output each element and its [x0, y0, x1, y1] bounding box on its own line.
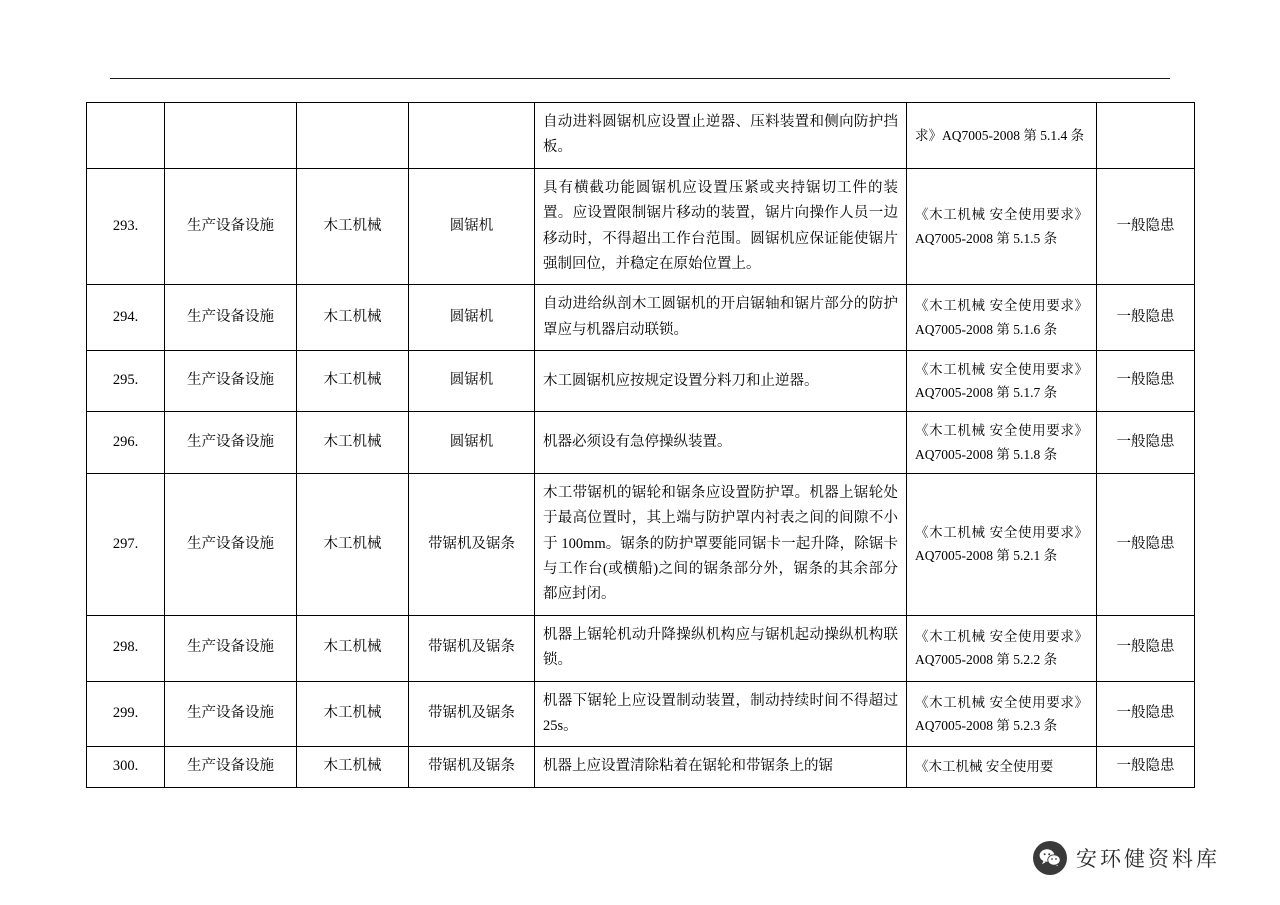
cell-reference: 《木工机械 安全使用要求》AQ7005-2008 第 5.1.7 条 — [907, 351, 1097, 412]
table-row — [87, 351, 1195, 412]
inspection-table — [86, 102, 1195, 788]
cell-item: 带锯机及锯条 — [409, 681, 535, 747]
cell-subcategory: 木工机械 — [297, 285, 409, 351]
cell-subcategory: 木工机械 — [297, 747, 409, 787]
cell-level: 一般隐患 — [1097, 473, 1195, 615]
table-row — [87, 168, 1195, 285]
cell-category: 生产设备设施 — [165, 615, 297, 681]
cell-item — [409, 103, 535, 169]
cell-no: 295. — [87, 351, 165, 412]
cell-description: 自动进给纵剖木工圆锯机的开启锯轴和锯片部分的防护罩应与机器启动联锁。 — [535, 285, 907, 351]
cell-level: 一般隐患 — [1097, 168, 1195, 285]
cell-reference: 《木工机械 安全使用要求》AQ7005-2008 第 5.1.5 条 — [907, 168, 1097, 285]
cell-subcategory: 木工机械 — [297, 681, 409, 747]
cell-no: 298. — [87, 615, 165, 681]
cell-subcategory: 木工机械 — [297, 615, 409, 681]
cell-subcategory: 木工机械 — [297, 412, 409, 473]
cell-reference: 《木工机械 安全使用要求》AQ7005-2008 第 5.2.2 条 — [907, 615, 1097, 681]
footer-brand — [1033, 841, 1220, 875]
cell-no: 296. — [87, 412, 165, 473]
cell-no — [87, 103, 165, 169]
cell-reference: 求》AQ7005-2008 第 5.1.4 条 — [907, 103, 1097, 169]
cell-level: 一般隐患 — [1097, 412, 1195, 473]
inspection-table-container — [86, 102, 1194, 788]
cell-item: 带锯机及锯条 — [409, 747, 535, 787]
cell-no: 293. — [87, 168, 165, 285]
cell-reference: 《木工机械 安全使用要求》AQ7005-2008 第 5.2.3 条 — [907, 681, 1097, 747]
cell-reference: 《木工机械 安全使用要求》AQ7005-2008 第 5.2.1 条 — [907, 473, 1097, 615]
cell-reference: 《木工机械 安全使用要 — [907, 747, 1097, 787]
cell-subcategory: 木工机械 — [297, 351, 409, 412]
cell-reference: 《木工机械 安全使用要求》AQ7005-2008 第 5.1.8 条 — [907, 412, 1097, 473]
cell-item: 带锯机及锯条 — [409, 615, 535, 681]
cell-category: 生产设备设施 — [165, 681, 297, 747]
cell-level: 一般隐患 — [1097, 681, 1195, 747]
cell-level: 一般隐患 — [1097, 285, 1195, 351]
cell-category: 生产设备设施 — [165, 412, 297, 473]
cell-category — [165, 103, 297, 169]
cell-subcategory: 木工机械 — [297, 168, 409, 285]
cell-no: 299. — [87, 681, 165, 747]
cell-description: 自动进料圆锯机应设置止逆器、压料装置和侧向防护挡板。 — [535, 103, 907, 169]
cell-category: 生产设备设施 — [165, 473, 297, 615]
cell-reference: 《木工机械 安全使用要求》AQ7005-2008 第 5.1.6 条 — [907, 285, 1097, 351]
cell-no: 300. — [87, 747, 165, 787]
cell-item: 圆锯机 — [409, 285, 535, 351]
cell-category: 生产设备设施 — [165, 747, 297, 787]
table-row — [87, 412, 1195, 473]
table-row — [87, 103, 1195, 169]
cell-description: 木工圆锯机应按规定设置分料刀和止逆器。 — [535, 351, 907, 412]
cell-no: 297. — [87, 473, 165, 615]
cell-item: 圆锯机 — [409, 168, 535, 285]
cell-description: 机器必须设有急停操纵装置。 — [535, 412, 907, 473]
cell-item: 带锯机及锯条 — [409, 473, 535, 615]
cell-description: 机器上锯轮机动升降操纵机构应与锯机起动操纵机构联锁。 — [535, 615, 907, 681]
cell-category: 生产设备设施 — [165, 285, 297, 351]
table-row — [87, 681, 1195, 747]
cell-category: 生产设备设施 — [165, 351, 297, 412]
cell-description: 木工带锯机的锯轮和锯条应设置防护罩。机器上锯轮处于最高位置时，其上端与防护罩内衬表之间的间隙不小于 100mm。锯条的防护罩要能同锯卡一起升降，除锯卡与工作台(或横船)之间的锯条部分外，锯条的其余部分都应封闭。 — [535, 473, 907, 615]
cell-no: 294. — [87, 285, 165, 351]
cell-level: 一般隐患 — [1097, 615, 1195, 681]
header-rule — [110, 78, 1170, 79]
cell-level — [1097, 103, 1195, 169]
cell-subcategory — [297, 103, 409, 169]
cell-description: 机器下锯轮上应设置制动装置，制动持续时间不得超过 25s。 — [535, 681, 907, 747]
table-row — [87, 473, 1195, 615]
cell-item: 圆锯机 — [409, 412, 535, 473]
cell-item: 圆锯机 — [409, 351, 535, 412]
table-row — [87, 615, 1195, 681]
cell-description: 具有横截功能圆锯机应设置压紧或夹持锯切工件的装置。应设置限制锯片移动的装置，锯片向操作人员一边移动时，不得超出工作台范围。圆锯机应保证能使锯片强制回位，并稳定在原始位置上。 — [535, 168, 907, 285]
table-row — [87, 747, 1195, 787]
table-row — [87, 285, 1195, 351]
cell-subcategory: 木工机械 — [297, 473, 409, 615]
brand-name: 安环健资料库 — [1076, 848, 1220, 871]
cell-description: 机器上应设置清除粘着在锯轮和带锯条上的锯 — [535, 747, 907, 787]
cell-level: 一般隐患 — [1097, 351, 1195, 412]
cell-category: 生产设备设施 — [165, 168, 297, 285]
wechat-logo-icon — [1033, 841, 1067, 875]
cell-level: 一般隐患 — [1097, 747, 1195, 787]
